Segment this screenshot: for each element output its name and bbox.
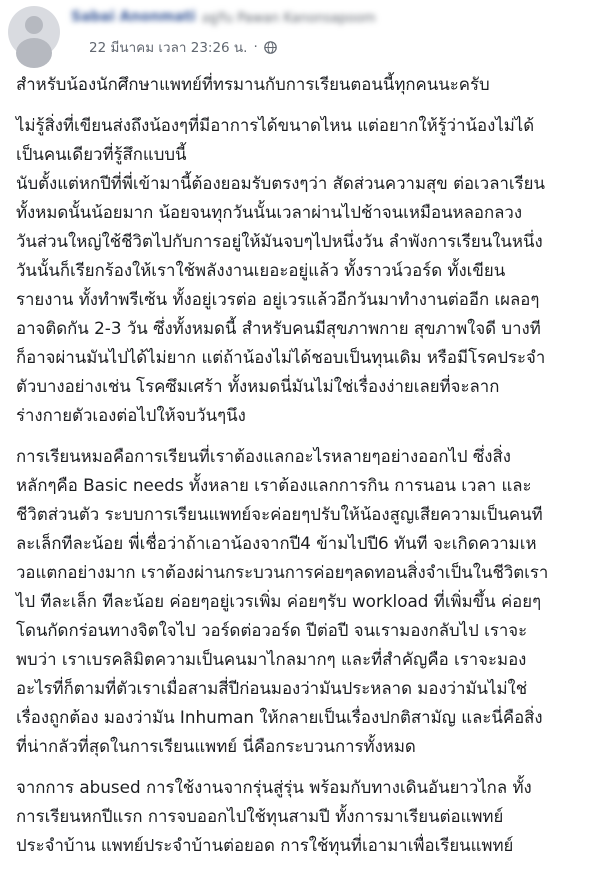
post-paragraph: สำหรับน้องนักศึกษาแพทย์ที่ทรมานกับการเรียนตอนนี้ทุกคนนะครับ <box>16 74 490 94</box>
post-paragraph: ไม่รู้สิ่งที่เขียนส่งถึงน้องๆที่มีอาการได้ขนาดไหน แต่อยากให้รู้ว่าน้องไม่ได้ เป็นคนเดียวที่รู้สึกแบบนี้ นับตั้งแต่หกปีที่พี่เข้ามานี้ต้องยอมรับตรงๆว่า สัดส่วนความสุข ต่อเวลาเรียน ทั้งหมดนั้นน้อยมาก น้อยจนทุกวันนั้นเวลาผ่านไปช้าจนเหมือนหลอกลวง วันส่วนใหญ่ใช้ชีวิตไปกับการอยู่ให้มันจบๆไปหนึ่งวัน ลำพังการเรียนในหนึ่ง วันนั้นก็เรียกร้องให้เราใช้พลังงานเยอะอยู่แล้ว ทั้งราวน์วอร์ด ทั้งเขียน รายงาน ทั้งทำพรีเซ้น ทั้งอยู่เวรต่อ อยู่เวรแล้วอีกวันมาทำงานต่ออีก เผลอๆ อาจติดกัน 2-3 วัน ซึ่งทั้งหมดนี้ สำหรับคนมีสุขภาพกาย สุขภาพใจดี บางที ก็อาจผ่านมันไปได้ไม่ยาก แต่ถ้าน้องไม่ได้ชอบเป็นทุนเดิม หรือมีโรคประจำ ตัวบางอย่างเช่น โรคซึมเศร้า ทั้งหมดนี่มันไม่ใช่เรื่องง่ายเลยที่จะลาก ร่างกายตัวเองต่อไปให้จบวันๆนึง <box>16 115 546 425</box>
avatar-head-shape <box>25 16 43 34</box>
globe-icon[interactable] <box>264 41 277 54</box>
post-body <box>16 70 592 872</box>
author-name[interactable]: Sabai Anonmati <box>71 9 196 25</box>
avatar-body-shape <box>16 38 52 68</box>
tagged-with[interactable]: อยู่กับ Pawan Kanonsapoom <box>201 10 376 26</box>
post-paragraph: การเรียนหมอคือการเรียนที่เราต้องแลกอะไรหลายๆอย่างออกไป ซึ่งสิ่ง หลักๆคือ Basic needs ทั้งหลาย เราต้องแลกการกิน การนอน เวลา และ ชีวิตส่วนตัว ระบบการเรียนแพทย์จะค่อยๆปรับให้น้องสูญเสียความเป็นคนที ละเล็กทีละน้อย พี่เชื่อว่าถ้าเอาน้องจากปี4 ข้ามไปปี6 ทันที จะเกิดความเห วอแตกอย่างมาก เราต้องผ่านกระบวนการค่อยๆลดทอนสิ่งจำเป็นในชีวิตเรา ไป ทีละเล็ก ทีละน้อย ค่อยๆอยู่เวรเพิ่ม ค่อยๆรับ workload ที่เพิ่มขึ้น ค่อยๆ โดนกัดกร่อนทางจิตใจไป วอร์ดต่อวอร์ด ปีต่อปี จนเรามองกลับไป เราจะ พบว่า เราเบรคลิมิตความเป็นคนมาไกลมากๆ และที่สำคัญคือ เราจะมอง อะไรที่ก็ตามที่ตัวเราเมื่อสามสี่ปีก่อนมองว่ามันประหลาด มองว่ามันไม่ใช่ เรื่องถูกต้อง มองว่ามัน Inhuman ให้กลายเป็นเรื่องปกติสามัญ และนี่คือสิ่ง ที่น่ากลัวที่สุดในการเรียนแพทย์ นี่คือกระบวนการทั้งหมด <box>16 446 549 756</box>
post-header <box>8 4 592 62</box>
avatar[interactable] <box>8 6 60 58</box>
post-meta <box>89 36 277 58</box>
post-paragraph: จากการ abused การใช้งานจากรุ่นสู่รุ่น พร้อมกับทางเดินอันยาวไกล ทั้ง การเรียนหกปีแรก การจบออกไปใช้ทุนสามปี ทั้งการมาเรียนต่อแพทย์ ประจำบ้าน แพทย์ประจำบ้านต่อยอด การใช้ทุนที่เอามาเพื่อเรียนแพทย์ <box>16 777 532 855</box>
meta-separator: · <box>253 39 258 55</box>
author-line <box>71 8 376 26</box>
post-timestamp[interactable]: 22 มีนาคม เวลา 23:26 น. <box>89 40 248 56</box>
